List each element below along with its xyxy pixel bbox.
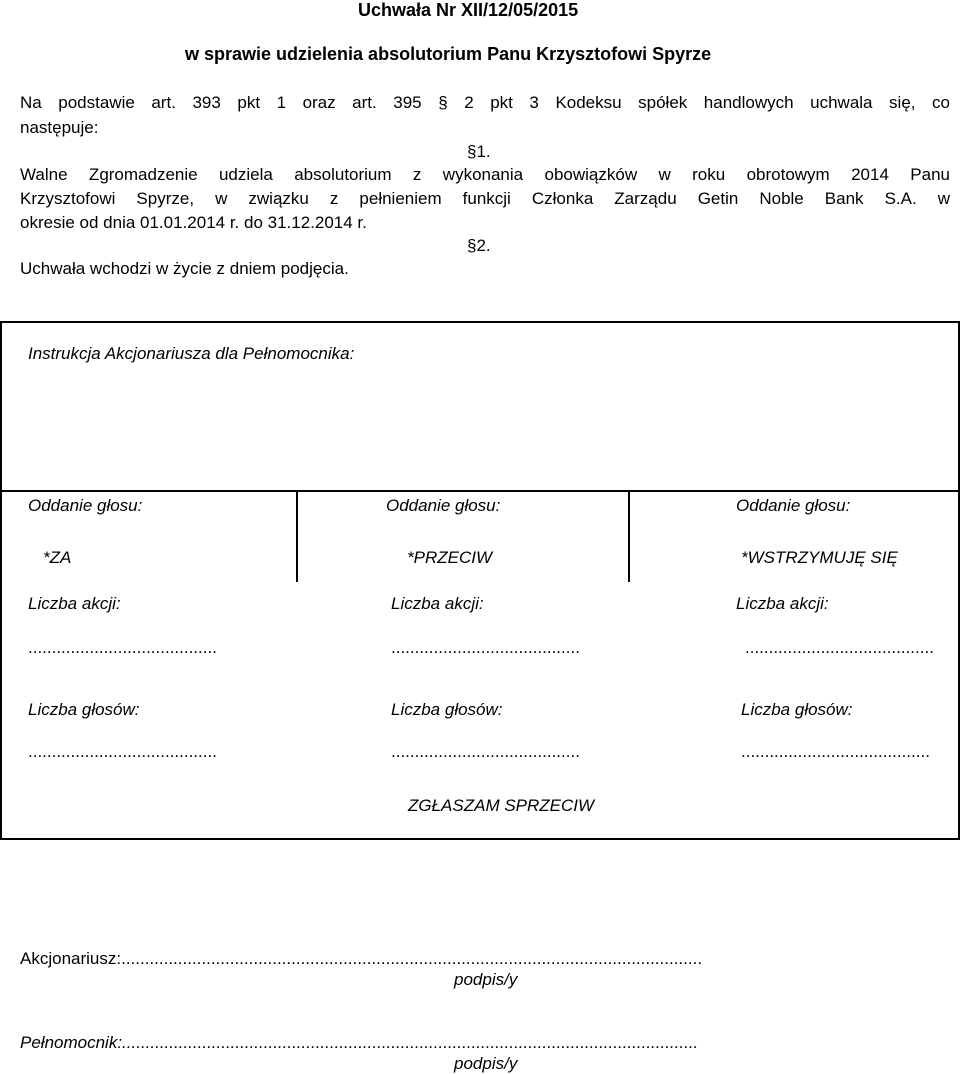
section-1-line: okresie od dnia 01.01.2014 r. do 31.12.2014 r.: [20, 213, 367, 232]
section-sign: §: [467, 236, 477, 255]
column-divider: [628, 490, 630, 582]
proxy-signature-line[interactable]: Pełnomocnik:..........................................................................................................................: [20, 1033, 699, 1052]
votes-count-label: Liczba głosów:: [391, 700, 503, 719]
section-number: 2.: [476, 236, 491, 255]
legal-basis-part: 2 pkt 3: [464, 93, 539, 112]
proxy-signature-caption: podpis/y: [454, 1054, 518, 1073]
vote-label: Oddanie głosu:: [28, 496, 143, 515]
section-1-line: Krzysztofowi Spyrze, w związku z pełnieniem funkcji Członka Zarządu Getin Noble Bank S.A. w: [20, 189, 950, 208]
instruction-form: [0, 321, 960, 840]
shares-label: Liczba akcji:: [28, 594, 121, 613]
votes-count-label: Liczba głosów:: [28, 700, 140, 719]
votes-count-field[interactable]: ........................................: [391, 742, 580, 761]
shares-label: Liczba akcji:: [391, 594, 484, 613]
vote-label: Oddanie głosu:: [386, 496, 501, 515]
section-2-heading: [467, 236, 491, 256]
legal-basis-line-end: następuje:: [20, 118, 99, 137]
vote-option-against[interactable]: *PRZECIW: [407, 548, 492, 567]
resolution-subject: w sprawie udzielenia absolutorium Panu Krzysztofowi Spyrze: [185, 44, 712, 64]
shareholder-signature-line[interactable]: Akcjonariusz:...........................................................................................................................: [20, 949, 703, 968]
objection-option[interactable]: ZGŁASZAM SPRZECIW: [408, 796, 595, 815]
section-1-line: Walne Zgromadzenie udziela absolutorium z wykonania obowiązków w roku obrotowym 2014 Panu: [20, 165, 950, 184]
section-sign: §: [438, 93, 448, 112]
section-sign: §: [467, 142, 477, 161]
legal-basis-line: [20, 93, 950, 113]
vote-option-for[interactable]: *ZA: [43, 548, 72, 567]
resolution-title: Uchwała Nr XII/12/05/2015: [358, 0, 579, 20]
shareholder-signature-caption: podpis/y: [454, 970, 518, 989]
section-1-heading: [467, 142, 491, 162]
vote-option-abstain[interactable]: *WSTRZYMUJĘ SIĘ: [741, 548, 898, 567]
shares-field[interactable]: ........................................: [391, 638, 580, 657]
shares-field[interactable]: ........................................: [28, 638, 217, 657]
column-divider: [296, 490, 298, 582]
section-number: 1.: [476, 142, 491, 161]
votes-count-label: Liczba głosów:: [741, 700, 853, 719]
votes-count-field[interactable]: ........................................: [28, 742, 217, 761]
legal-basis-part: Kodeksu spółek handlowych uchwala się, co: [555, 93, 950, 112]
legal-basis-part: Na podstawie art. 393 pkt 1 oraz art. 395: [20, 93, 422, 112]
votes-count-field[interactable]: ........................................: [741, 742, 930, 761]
section-2-text: Uchwała wchodzi w życie z dniem podjęcia.: [20, 259, 349, 278]
vote-label: Oddanie głosu:: [736, 496, 851, 515]
form-divider: [0, 490, 960, 492]
shares-label: Liczba akcji:: [736, 594, 829, 613]
shares-field[interactable]: ........................................: [745, 638, 934, 657]
instruction-header: Instrukcja Akcjonariusza dla Pełnomocnika:: [28, 344, 355, 363]
